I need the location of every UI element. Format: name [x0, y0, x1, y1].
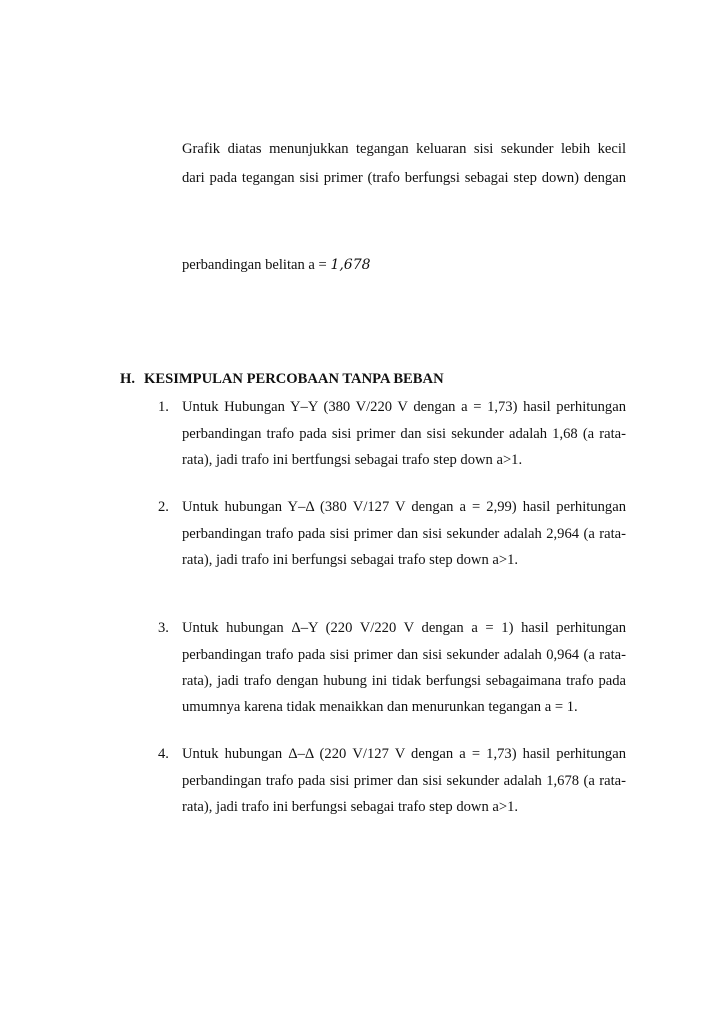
- list-item-line: Untuk hubungan Δ–Δ (220 V/127 V dengan a = 1,73) hasil perhitungan: [182, 746, 626, 762]
- section-title: KESIMPULAN PERCOBAAN TANPA BEBAN: [144, 371, 444, 387]
- ratio-prefix: perbandingan belitan a =: [182, 257, 331, 273]
- list-number: 1.: [158, 399, 169, 415]
- list-item-line: perbandingan trafo pada sisi primer dan sisi sekunder adalah 1,678 (a rata-: [182, 773, 626, 789]
- list-item-line: umumnya karena tidak menaikkan dan menurunkan tegangan a = 1.: [182, 699, 578, 715]
- list-item-line: rata), jadi trafo ini bertfungsi sebagai trafo step down a>1.: [182, 452, 523, 468]
- ratio-line: [182, 256, 371, 274]
- intro-line-1: Grafik diatas menunjukkan tegangan keluaran sisi sekunder lebih kecil: [182, 141, 626, 157]
- list-item-line: Untuk Hubungan Y–Y (380 V/220 V dengan a = 1,73) hasil perhitungan: [182, 399, 626, 415]
- ratio-value: 1,678: [330, 257, 371, 273]
- list-number: 4.: [158, 746, 169, 762]
- intro-line-2: dari pada tegangan sisi primer (trafo berfungsi sebagai step down) dengan: [182, 170, 626, 186]
- list-item-line: Untuk hubungan Y–Δ (380 V/127 V dengan a = 2,99) hasil perhitungan: [182, 499, 626, 515]
- list-item-line: perbandingan trafo pada sisi primer dan sisi sekunder adalah 2,964 (a rata-: [182, 526, 626, 542]
- list-item-line: perbandingan trafo pada sisi primer dan sisi sekunder adalah 1,68 (a rata-: [182, 426, 626, 442]
- list-item-line: rata), jadi trafo ini berfungsi sebagai trafo step down a>1.: [182, 799, 519, 815]
- list-item-line: rata), jadi trafo ini berfungsi sebagai trafo step down a>1.: [182, 552, 519, 568]
- list-item-line: rata), jadi trafo dengan hubung ini tidak berfungsi sebagaimana trafo pada: [182, 673, 626, 689]
- list-item-line: Untuk hubungan Δ–Y (220 V/220 V dengan a = 1) hasil perhitungan: [182, 620, 626, 636]
- list-item-line: perbandingan trafo pada sisi primer dan sisi sekunder adalah 0,964 (a rata-: [182, 647, 626, 663]
- list-number: 2.: [158, 499, 169, 515]
- list-number: 3.: [158, 620, 169, 636]
- section-heading: [120, 370, 444, 388]
- section-letter: H.: [120, 371, 135, 387]
